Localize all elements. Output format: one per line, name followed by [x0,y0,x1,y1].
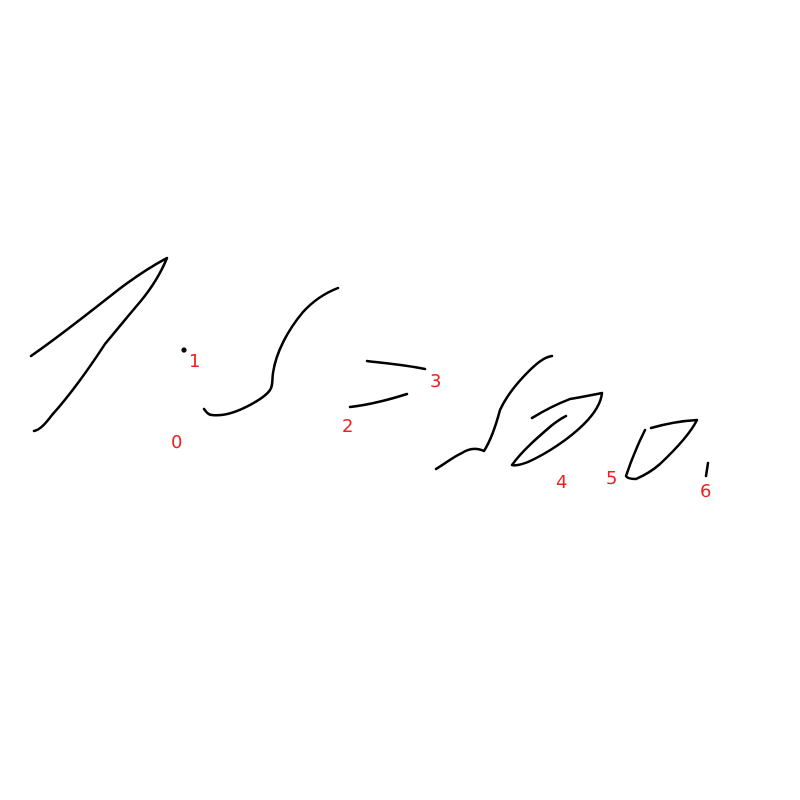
stroke-dot [181,347,186,352]
stroke-label-2: 2 [342,416,354,437]
stroke-label-1: 1 [189,351,201,372]
stroke-label-0: 0 [171,432,183,453]
stroke-label-3: 3 [430,371,442,392]
stroke-label-4: 4 [556,472,568,493]
stroke-label-5: 5 [606,468,618,489]
stroke-label-6: 6 [700,481,712,502]
